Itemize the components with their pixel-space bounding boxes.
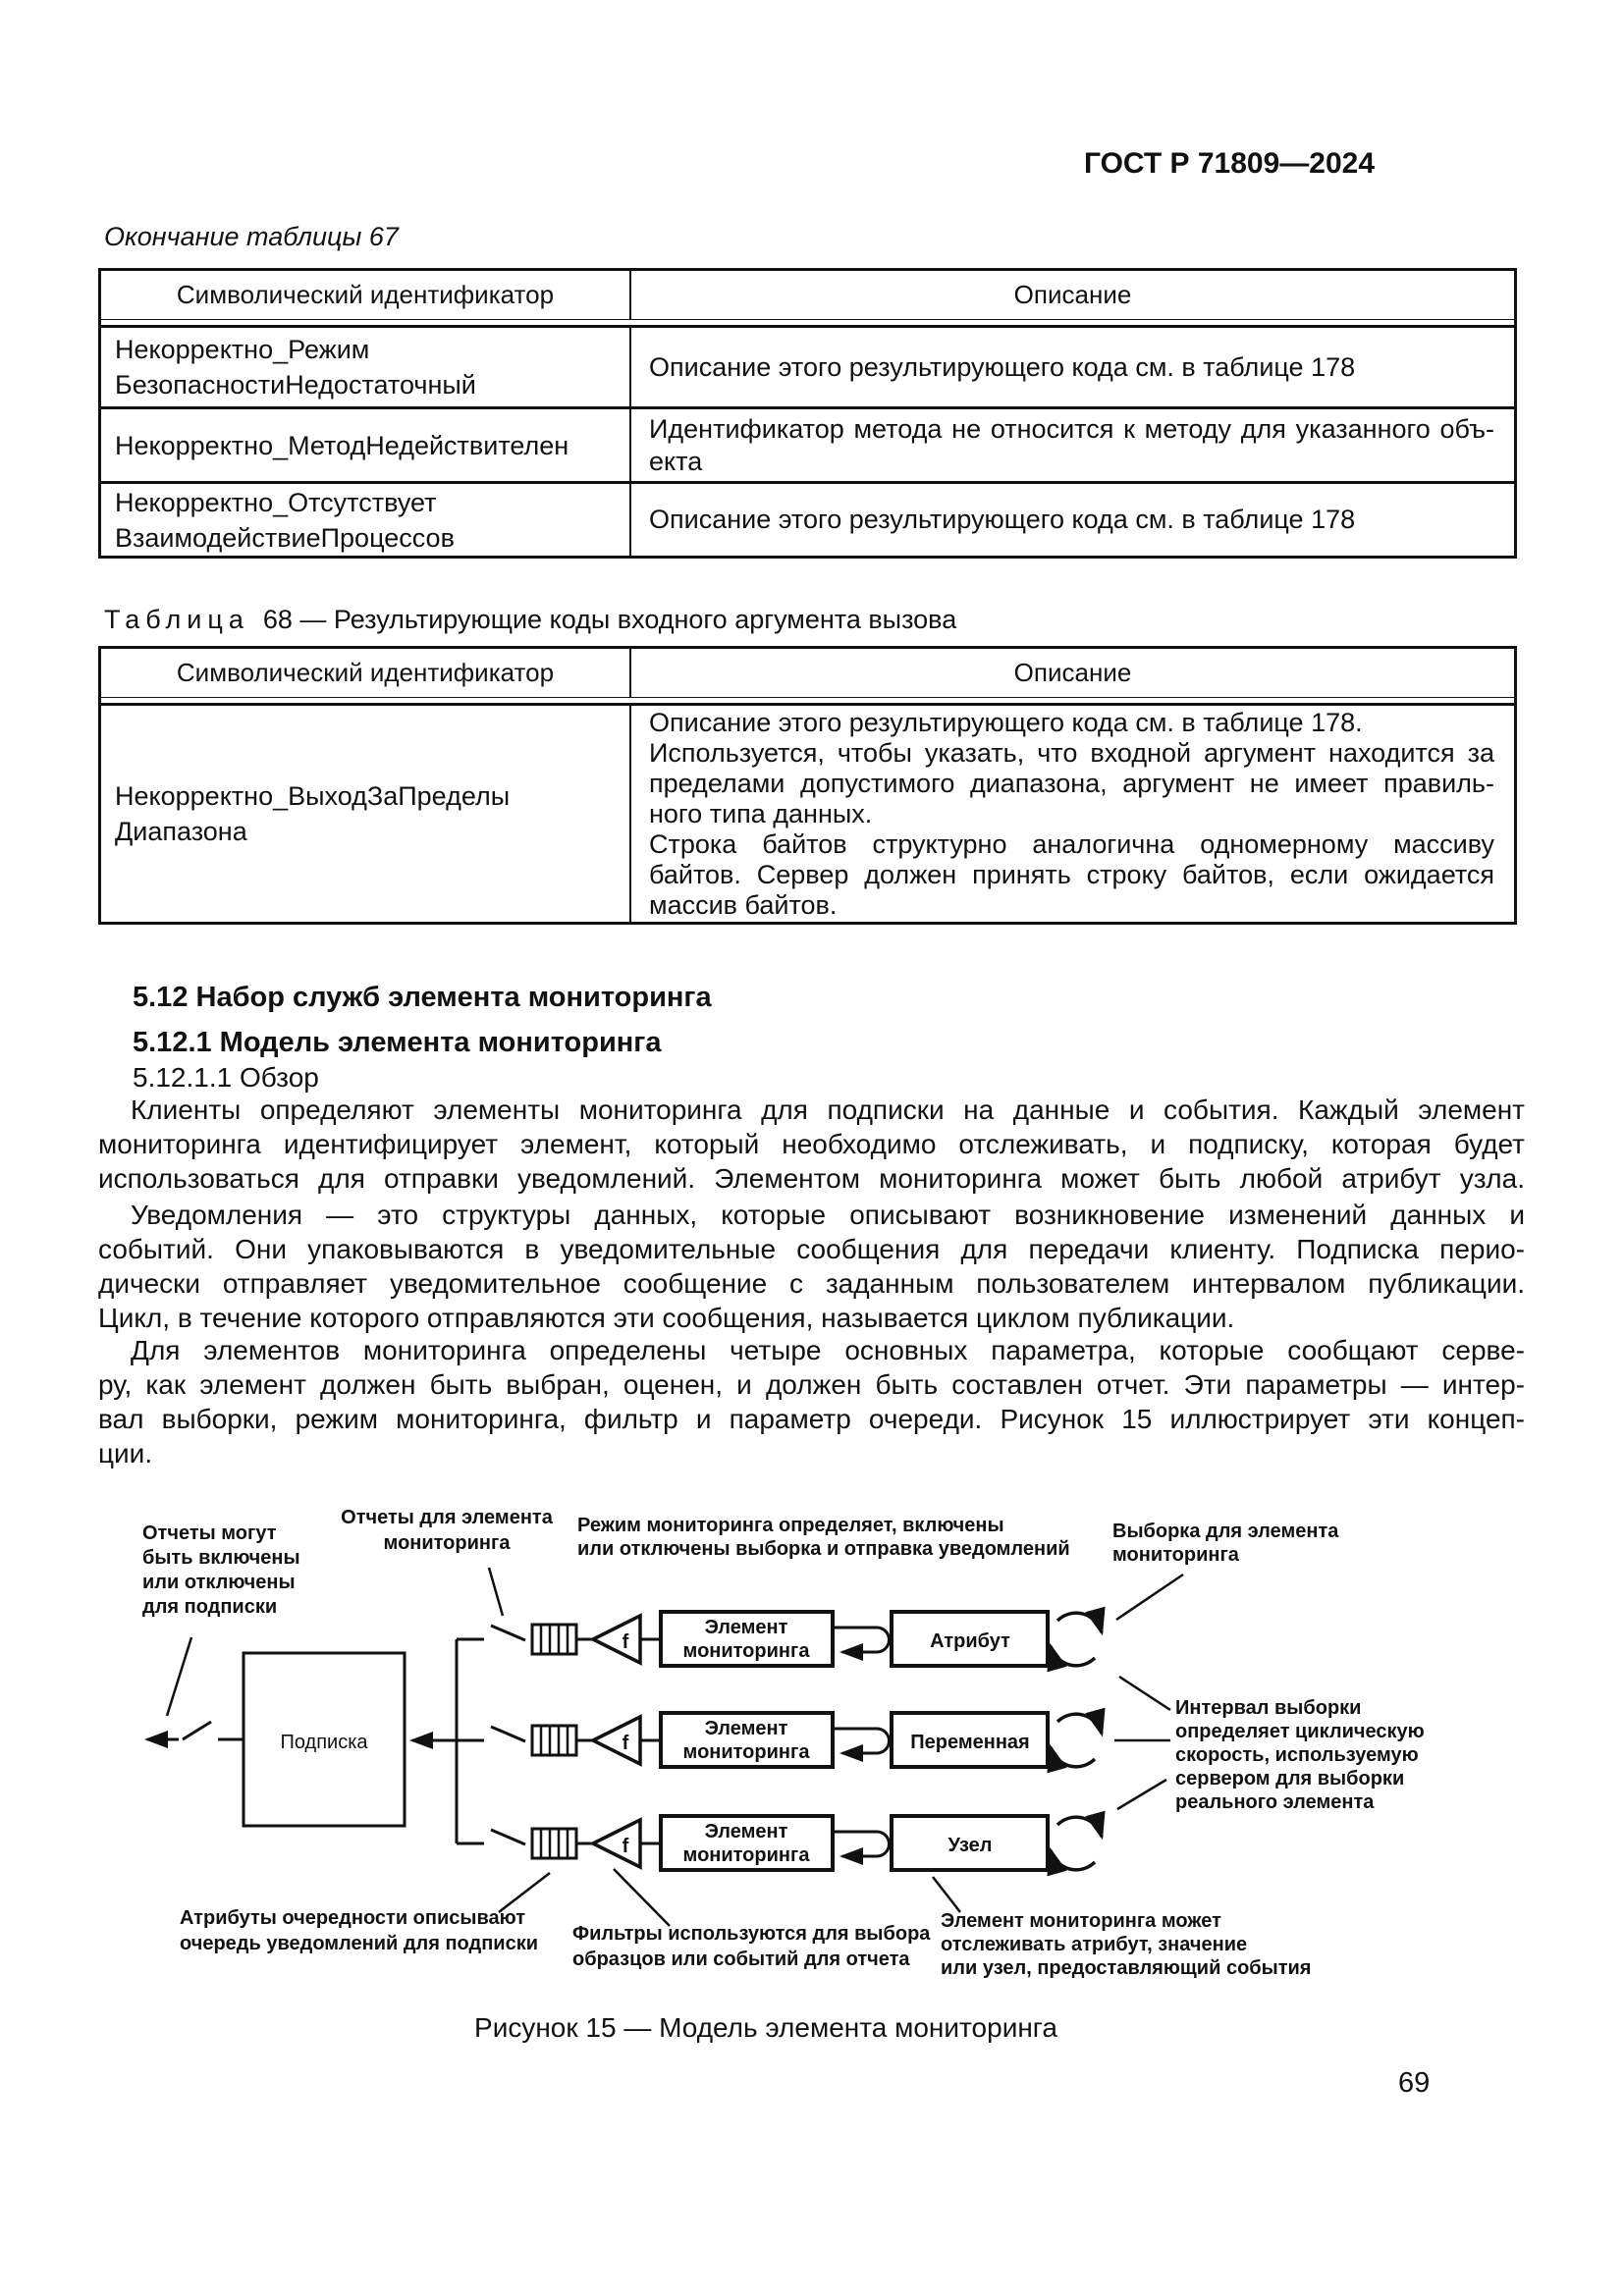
table-67-header-row [101, 271, 1514, 320]
svg-text:или узел, предоставляющий собы: или узел, предоставляющий события [941, 1957, 1312, 1979]
svg-text:или отключены: или отключены [142, 1572, 296, 1593]
page-number: 69 [1398, 2067, 1431, 2099]
svg-text:образцов или событий для отчет: образцов или событий для отчета [572, 1949, 910, 1970]
monitored-item-row [491, 1713, 1102, 1767]
svg-text:мониторинга: мониторинга [682, 1741, 810, 1763]
table-68-title: Таблица 68 — Результирующие коды входного аргумента вызова [104, 605, 957, 634]
svg-text:для подписки: для подписки [142, 1596, 278, 1618]
paragraph: Клиенты определяют элементы мониторинга для подписки на данные и события. Каждый элемент мониторинга идентифицирует элемент, который необходимо отслеживать, и подписку, которая будет использоваться для отправки уведомлений. Элементом мониторинга может быть любой атрибут узла. [98, 1095, 1525, 1194]
table-68 [98, 646, 1517, 925]
table-row [101, 481, 1514, 556]
table-68-col2-header: Описание [1013, 658, 1132, 687]
identifier-cell: Некорректно_МетодНедействителен [101, 409, 631, 481]
table-row [101, 406, 1514, 481]
filter-icon: f [622, 1836, 629, 1857]
cycle-icon [1051, 1613, 1102, 1666]
svg-text:Фильтры используются для выбор: Фильтры используются для выбора [572, 1923, 931, 1945]
paragraph: Для элементов мониторинга определены четыре основных параметра, которые сообщают серве- ру, как элемент должен быть выбран, оценен, и должен быть составлен отчет. Эти параметры — интер- вал выборки, режим мониторинга, фильтр и параметр очереди. Рисунок 15 иллюстрирует эти концеп- ции. [98, 1335, 1525, 1468]
identifier-cell: Некорректно_Отсутствует ВзаимодействиеПроцессов [101, 484, 631, 556]
svg-text:Отчеты могут: Отчеты могут [142, 1522, 277, 1544]
svg-text:реального элемента: реального элемента [1175, 1791, 1375, 1813]
table-68-header-row [101, 649, 1514, 698]
svg-text:определяет циклическую: определяет циклическую [1175, 1721, 1425, 1742]
annotation-reports-item [341, 1507, 554, 1554]
svg-text:мониторинга: мониторинга [1112, 1544, 1239, 1566]
subscription-label: Подписка [280, 1732, 368, 1753]
identifier-cell: Некорректно_ВыходЗаПределы Диапазона [101, 706, 631, 922]
filter-icon: f [622, 1631, 629, 1653]
target-label: Узел [947, 1835, 993, 1856]
svg-text:мониторинга: мониторинга [682, 1844, 810, 1866]
svg-text:Выборка для элемента: Выборка для элемента [1112, 1521, 1339, 1542]
figure-caption: Рисунок 15 — Модель элемента мониторинга [474, 2012, 1057, 2043]
table-67-body [101, 325, 1514, 556]
table-row [101, 328, 1514, 406]
table67-continuation-note: Окончание таблицы 67 [104, 222, 399, 251]
paragraph: Уведомления — это структуры данных, которые описывают возникновение изменений данных и событий. Они упаковываются в уведомительные сообщения для передачи клиенту. Подписка перио- дически отправляет уведомительное сообщение с заданным пользователем интервалом публикации. Цикл, в течение которого отправляются эти сообщения, называется циклом публикации. [98, 1200, 1525, 1333]
svg-text:Элемент: Элемент [704, 1617, 788, 1638]
svg-text:очередь уведомлений для подпис: очередь уведомлений для подписки [180, 1933, 539, 1954]
annotation-filters [572, 1923, 931, 1970]
annotation-item-monitors [941, 1910, 1311, 1979]
figure-15-diagram [0, 1472, 1624, 2007]
svg-text:мониторинга: мониторинга [383, 1532, 511, 1554]
svg-text:Элемент: Элемент [704, 1718, 788, 1739]
svg-text:мониторинга: мониторинга [682, 1640, 810, 1662]
cycle-icon [1051, 1817, 1102, 1870]
svg-text:быть включены: быть включены [142, 1547, 300, 1569]
table-67-col2-header: Описание [1013, 280, 1132, 309]
table-67-col1-header: Символический идентификатор [101, 271, 631, 319]
svg-text:Элемент: Элемент [704, 1821, 788, 1842]
target-label: Атрибут [930, 1630, 1010, 1652]
page-header: ГОСТ Р 71809—2024 [1083, 147, 1375, 180]
svg-text:Элемент мониторинга может: Элемент мониторинга может [941, 1910, 1221, 1932]
svg-text:сервером для выборки: сервером для выборки [1175, 1768, 1405, 1789]
svg-text:Интервал выборки: Интервал выборки [1175, 1697, 1362, 1719]
annotation-monitoring-mode [577, 1515, 1070, 1560]
monitored-item-row [491, 1816, 1102, 1870]
annotation-sampling-item [1112, 1521, 1339, 1566]
svg-text:или отключены выборка и отправ: или отключены выборка и отправка уведомлений [577, 1538, 1070, 1560]
monitored-item-row [491, 1612, 1102, 1666]
table-68-body [101, 703, 1514, 922]
description-cell: Описание этого результирующего кода см. в таблице 178 [649, 505, 1356, 534]
identifier-cell: Некорректно_Режим БезопасностиНедостаточный [101, 328, 631, 406]
svg-text:Атрибуты очередности описывают: Атрибуты очередности описывают [180, 1907, 525, 1929]
annotation-queue-attributes [180, 1907, 538, 1954]
section-heading-5-12: 5.12 Набор служб элемента мониторинга [133, 982, 712, 1013]
section-heading-5-12-1: 5.12.1 Модель элемента мониторинга [133, 1027, 662, 1058]
description-cell: Идентификатор метода не относится к методу для указанного объ- екта [649, 413, 1494, 476]
annotation-sampling-interval [1175, 1697, 1425, 1813]
target-label: Переменная [910, 1732, 1030, 1753]
svg-text:Отчеты для элемента: Отчеты для элемента [341, 1507, 553, 1528]
table-67 [98, 268, 1517, 559]
svg-text:скорость, используемую: скорость, используемую [1175, 1744, 1419, 1766]
filter-icon: f [622, 1733, 629, 1754]
table-68-col1-header: Символический идентификатор [101, 649, 631, 697]
table-row [101, 706, 1514, 922]
description-cell: Описание этого результирующего кода см. в таблице 178 [649, 351, 1356, 382]
description-cell: Описание этого результирующего кода см. в таблице 178. Используется, чтобы указать, что входной аргумент находится за пределами допустимого диапазона, аргумент не имеет правиль- ного типа данных. Строка байтов структурно аналогична одномерному массиву байтов. Сервер должен принять строку байтов, если ожидается массив байтов. [649, 707, 1494, 920]
section-heading-5-12-1-1: 5.12.1.1 Обзор [133, 1062, 319, 1093]
svg-text:Режим мониторинга определяет,: Режим мониторинга определяет, включены [577, 1515, 1004, 1536]
cycle-icon [1051, 1714, 1102, 1767]
annotation-reports-subscription [142, 1522, 300, 1618]
svg-text:отслеживать атрибут, значение: отслеживать атрибут, значение [941, 1934, 1248, 1955]
